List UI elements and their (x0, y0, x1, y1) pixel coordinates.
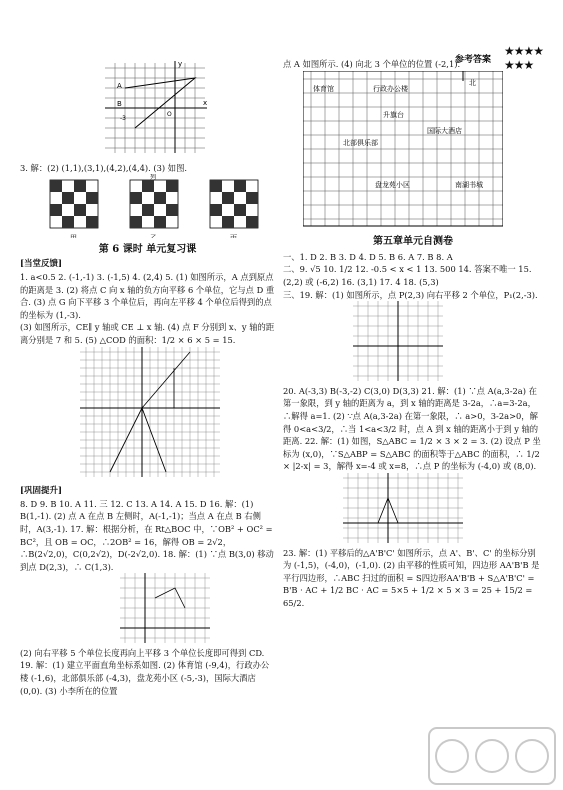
axis-x-label: x (203, 99, 208, 107)
coordinate-grid-figure-5 (343, 473, 463, 543)
axis-y-label: y (178, 60, 183, 68)
chess-panels-figure (20, 174, 275, 238)
right-intro: 点 A 如图所示. (4) 向北 3 个单位的位置 (-2,1). (283, 59, 461, 69)
section-1-answers: 一、1. D 2. B 3. D 4. D 5. B 6. A 7. B 8. A (283, 251, 453, 262)
coordinate-grid-figure-3 (120, 573, 210, 643)
lesson-title: 第 6 课时 单元复习课 (98, 243, 197, 255)
section-4-answers: 20. A(-3,3) B(-3,-2) C(3,0) D(3,3) 21. 解：(1) ∵点 A(a,3-2a) 在第一象限，到 y 轴的距离为 a，到 x 轴的距离是 3-2a，∴a=3-2a，∴解得 a=1. (2) ∵点 A(a,3-2a) 在第一象限，∴ a>0，3-2a>0，解得 0<a<3/2，∴当 1<a<3/2 时，点 A 到 x 轴的距离小于到 y 轴的距离. 22. 解：(1) 如图，S△ABC = 1/2 × 3 × 2 = 3. (2) 设点 P 坐标为 (x,0)，∵S△ABP = S△ABC 的面积等于△ABC 的面积，∴ 1/2 × |2-x| = 3，解得 x=-4 或 x=8，∴点 P 的坐标为 (-4,0) 或 (8,0). (283, 385, 541, 472)
q18-continued: (2) 向右平移 5 个单位长度再向上平移 3 个单位长度即可得到 CD. 19. 解：(1) 建立平面直角坐标系如图. (2) 体育馆 (-9,4)，行政办公楼 (-1,6)，北部俱乐部 (-4,3)，盘龙苑小区 (-5,-3)，国际大酒店 (0,0). (3) 小李所在的位置 (20, 647, 270, 696)
panel-label-jia: 甲 (70, 234, 77, 239)
tick-neg3-label: -3 (120, 115, 126, 122)
right-column (283, 58, 543, 609)
watermark-logo-icon (427, 726, 557, 786)
panel-label-bing: 丙 (230, 234, 237, 239)
class-feedback-heading: [当堂反馈] (20, 259, 63, 270)
map-label-admin: 行政办公楼 (373, 84, 408, 93)
star-decoration-icon: ★★★★ ★★★ (503, 44, 543, 72)
map-label-hotel: 国际大酒店 (427, 126, 462, 135)
q5-continued: (3) 如图所示，CE∥ y 轴或 CE ⊥ x 轴. (4) 点 F 分别到 x、y 轴的距离分别是 7 和 5. (5) △COD 的面积：1/2 × 6 × 5 = 15. (20, 322, 275, 345)
map-label-north-club: 北部俱乐部 (343, 138, 378, 147)
coordinate-grid-figure-4 (353, 301, 443, 381)
map-label-gym: 体育馆 (313, 84, 334, 93)
map-label-residence: 盘龙苑小区 (375, 180, 410, 189)
section-2-answers: 二、9. √5 10. 1/2 12. -0.5 < x < 1 13. 500 14. 答案不唯一 15. (2,2) 或 (-6,2) 16. (3,1) 17. 4 18. (5,3) (283, 264, 532, 287)
class-feedback-body: 1. a<0.5 2. (-1,-1) 3. (-1,5) 4. (2,4) 5. (1) 如图所示，A 点到原点的距离是 3. (2) 将点 C 向 x 轴的负方向平移 6 个单位，它与点 D 重合. (3) 点 G 向下平移 3 个单位后，再向左平移 4 个单位后得到的点的坐标为 (1,-3). (20, 271, 275, 320)
map-label-north: 北 (469, 78, 476, 87)
section-3-answers: 三、19. 解：(1) 如图所示，点 P(2,3) 向右平移 2 个单位，P₁(2,-3). (283, 289, 538, 300)
consolidate-heading: [巩固提升] (20, 486, 63, 497)
unit-title: 第五章单元自测卷 (373, 236, 453, 248)
header-label: 参考答案 (454, 55, 491, 65)
map-label-bookstore: 南湖书城 (455, 180, 483, 189)
consolidate-body: 8. D 9. B 10. A 11. 三 12. C 13. A 14. A 15. D 16. 解：(1) B(1,-1). (2) 点 A 在点 B 左侧时，A(-1,-1)；当点 A 在点 B 右侧时，A(3,-1). 17. 解：根据分析，在 Rt△BOC 中，∵OB² + OC² = BC²，且 OB = OC，∴2OB² = 16，解得 OB = 2√2，∴B(2√2,0)，C(0,2√2)，D(-2√2,0). 18. 解：(1) ∵点 B(3,0) 移动到点 D(2,3)，∴ C(1,3). (20, 498, 274, 572)
map-label-flag: 升旗台 (383, 110, 404, 119)
origin-label: O (167, 111, 172, 118)
point-b-label: B (117, 100, 122, 108)
coordinate-grid-figure-1 (100, 58, 210, 158)
section-5-answers: 23. 解：(1) 平移后的△A'B'C' 如图所示，点 A'、B'、C' 的坐标分别为 (-1,5)，(-4,0)，(-1,0). (2) 由平移的性质可知，四边形 AA'B'B 是平行四边形，∴ABC 扫过的面积 = S四边形AA'B'B + S△A'B'C' = B'B · AC + 1/2 BC · AC = 5×5 + 1/2 × 5 × 3 = 25 + 15/2 = 65/2. (283, 547, 540, 608)
q3-answer: 3. 解：(2) (1,1),(3,1),(4,2),(4,4). (3) 如图. (20, 162, 188, 173)
left-column (20, 58, 275, 697)
coordinate-grid-figure-2 (80, 347, 220, 482)
panel-label-yi: 乙 (150, 234, 157, 239)
campus-map-grid (303, 71, 503, 231)
panel-header-label: 列 (150, 174, 157, 182)
point-a-label: A (117, 82, 122, 90)
